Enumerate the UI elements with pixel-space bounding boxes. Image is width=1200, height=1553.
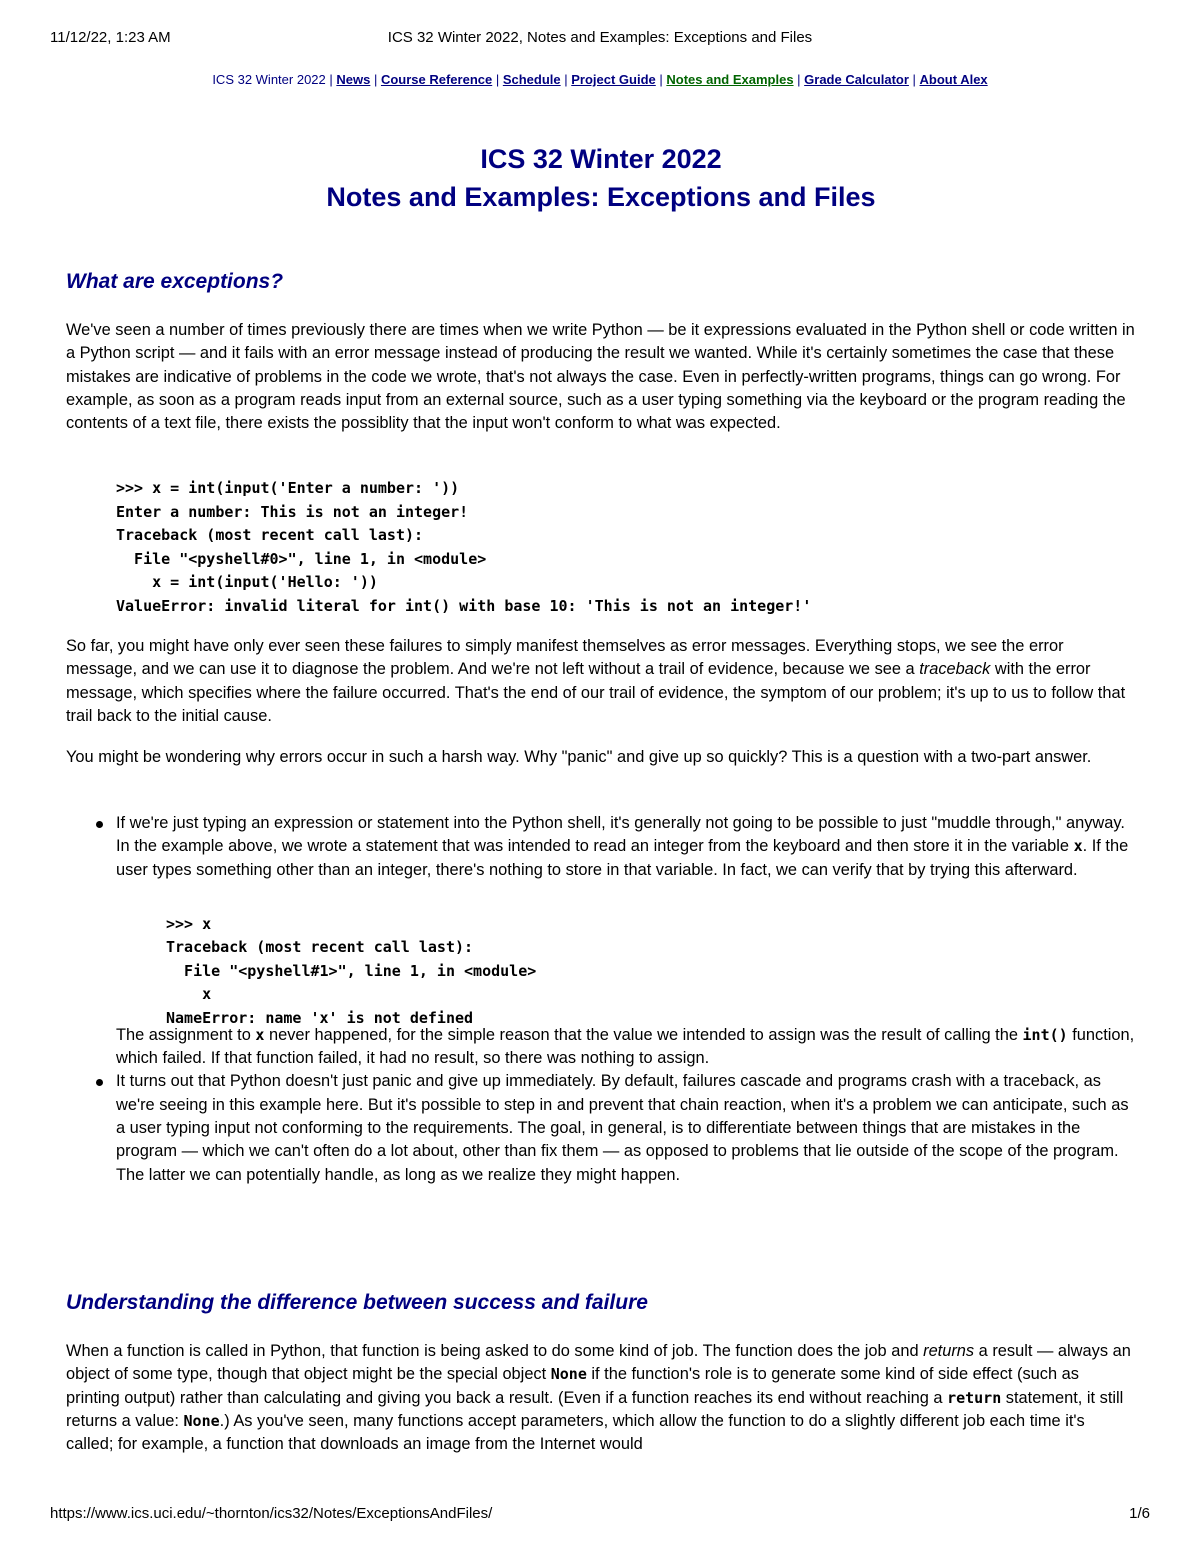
emphasis-traceback: traceback bbox=[919, 660, 991, 679]
nav-link-notes-and-examples[interactable]: Notes and Examples bbox=[666, 72, 794, 87]
section-heading-exceptions: What are exceptions? bbox=[66, 270, 284, 293]
inline-code: return bbox=[947, 1388, 1002, 1407]
nav-link-course-reference[interactable]: Course Reference bbox=[380, 72, 493, 87]
top-nav: ICS 32 Winter 2022 | News | Course Reference | Schedule | Project Guide | Notes and Examples | Grade Calculator | About Alex bbox=[212, 72, 988, 87]
inline-code: None bbox=[183, 1411, 220, 1430]
code-block-valueerror: >>> x = int(input('Enter a number: ')) Enter a number: This is not an integer! Traceback (most recent call last): File "<pyshell#0>", line 1, in <module> x = int(input('Hello: ')) ValueError: invalid literal for int() with base 10: 'This is not an integer!' bbox=[116, 479, 812, 615]
emphasis-returns: returns bbox=[923, 1342, 975, 1360]
inline-code: x bbox=[255, 1025, 265, 1044]
nav-link-about-alex[interactable]: About Alex bbox=[919, 72, 988, 87]
page-title bbox=[66, 140, 1136, 216]
inline-code: int() bbox=[1022, 1025, 1068, 1044]
bullet-text: If we're just typing an expression or statement into the Python shell, it's generally not going to be possible to just "muddle through," anyway. In the example above, we wrote a statement that was intended to read an integer from the keyboard and then store it in the variable x. If the user types something other than an integer, there's nothing to store in that variable. In fact, we can verify that by trying this afterward. bbox=[116, 814, 1129, 879]
list-item bbox=[66, 1070, 1136, 1186]
nav-brand: ICS 32 Winter 2022 bbox=[212, 72, 326, 87]
code-block-nameerror: >>> x Traceback (most recent call last): File "<pyshell#1>", line 1, in <module> x NameError: name 'x' is not defined bbox=[166, 914, 537, 1027]
paragraph-traceback: So far, you might have only ever seen these failures to simply manifest themselves as error messages. Everything stops, we see the error message, and we can use it to diagnose the problem. And we're not left without a trail of evidence, because we see a traceback with the error message, which specifies where the failure occurred. That's the end of our trail of evidence, the symptom of our problem; it's up to us to follow that trail back to the initial cause. bbox=[66, 637, 1126, 725]
paragraph-function-returns: When a function is called in Python, that function is being asked to do some kind of job. The function does the job and returns a result — always an object of some type, though that object might be the special object None if the function's role is to generate some kind of side effect (such as printing output) rather than calculating and giving you back a result. (Even if a function reaches its end without reaching a return statement, it still returns a value: None.) As you've seen, many functions accept parameters, which allow the function to do a slightly different job each time it's called; for example, a function that downloads an image from the Internet would bbox=[66, 1342, 1131, 1454]
print-header bbox=[50, 29, 1150, 49]
inline-code: x bbox=[1073, 837, 1083, 856]
print-document-title: ICS 32 Winter 2022, Notes and Examples: Exceptions and Files bbox=[387, 29, 813, 46]
page-number: 1/6 bbox=[1129, 1505, 1150, 1522]
nav-link-news[interactable]: News bbox=[336, 72, 371, 87]
bullet-text-after-code: The assignment to x never happened, for the simple reason that the value we intended to assign was the result of calling the int() function, which failed. If that function failed, it had no result, so there was nothing to assign. bbox=[116, 1025, 1135, 1068]
section-heading-success-failure: Understanding the difference between success and failure bbox=[66, 1291, 648, 1314]
page-url: https://www.ics.uci.edu/~thornton/ics32/Notes/ExceptionsAndFiles/ bbox=[50, 1505, 493, 1522]
paragraph-intro: We've seen a number of times previously there are times when we write Python — be it expressions evaluated in the Python shell or code written in a Python script — and it fails with an error message instead of producing the result we wanted. While it's certainly sometimes the case that these mistakes are indicative of problems in the code we wrote, that's not always the case. Even in perfectly-written programs, things can go wrong. For example, as soon as a program reads input from an external source, such as a user typing something via the keyboard or the program reading the contents of a text file, there exists the possiblity that the input won't conform to what was expected. bbox=[66, 321, 1135, 433]
code-block-wrapper bbox=[116, 882, 1136, 1027]
nav-link-grade-calculator[interactable]: Grade Calculator bbox=[804, 72, 909, 87]
nav-link-schedule[interactable]: Schedule bbox=[502, 72, 561, 87]
nav-link-project-guide[interactable]: Project Guide bbox=[571, 72, 656, 87]
page-title-topic: Notes and Examples: Exceptions and Files bbox=[326, 182, 876, 212]
print-date: 11/12/22, 1:23 AM bbox=[50, 29, 171, 46]
paragraph-why-panic: You might be wondering why errors occur in such a harsh way. Why "panic" and give up so quickly? This is a question with a two-part answer. bbox=[66, 748, 1092, 766]
answer-list bbox=[66, 812, 1136, 1187]
bullet-icon bbox=[96, 821, 103, 828]
page-title-course: ICS 32 Winter 2022 bbox=[480, 144, 722, 174]
inline-code: None bbox=[550, 1365, 587, 1384]
bullet-icon bbox=[96, 1079, 103, 1086]
list-item bbox=[66, 812, 1136, 1070]
bullet-text: It turns out that Python doesn't just panic and give up immediately. By default, failures cascade and programs crash with a traceback, as we're seeing in this example here. But it's possible to step in and prevent that chain reaction, when it's a problem we can anticipate, such as a user typing input not conforming to the requirements. The goal, in general, is to differentiate between things that are mistakes in the program — which we can't often do a lot about, other than fix them — as opposed to problems that lie outside of the scope of the program. The latter we can potentially handle, as long as we realize they might happen. bbox=[116, 1072, 1129, 1184]
